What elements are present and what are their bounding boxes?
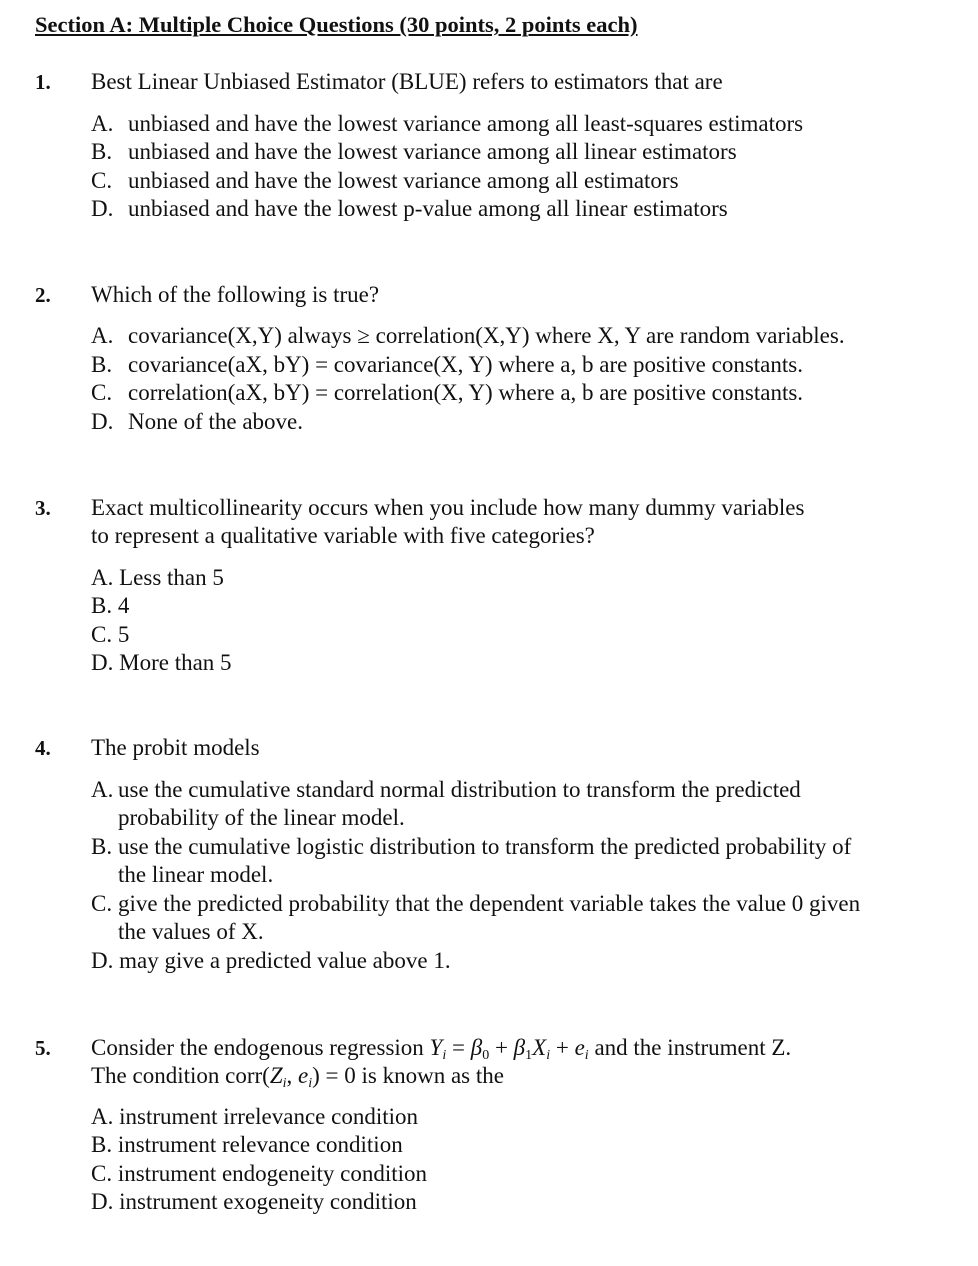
option-letter: A. [91, 323, 114, 348]
option-d [91, 947, 451, 975]
question-number: 1. [35, 70, 51, 94]
option-letter: A. [91, 1104, 114, 1129]
option-a-continued: probability of the linear model. [118, 805, 405, 830]
option-d [91, 408, 303, 436]
option-text: use the cumulative standard normal distribution to transform the predicted [118, 777, 801, 802]
formula-e: e [574, 1035, 585, 1060]
option-text: unbiased and have the lowest variance among all linear estimators [128, 139, 737, 164]
option-letter: A. [91, 565, 114, 590]
option-b [91, 1131, 403, 1159]
option-a [91, 564, 224, 592]
option-letter: C. [91, 1161, 113, 1186]
option-letter: C. [91, 380, 113, 405]
option-c [91, 379, 803, 407]
option-text: covariance(X,Y) always ≥ correlation(X,Y) where X, Y are random variables. [128, 323, 845, 348]
question-stem-line2 [91, 1062, 504, 1090]
option-letter: D. [91, 1189, 114, 1214]
option-text: covariance(aX, bY) = covariance(X, Y) where a, b are positive constants. [128, 352, 803, 377]
option-b [91, 592, 129, 620]
option-letter: D. [91, 650, 114, 675]
option-text: unbiased and have the lowest variance among all least-squares estimators [128, 111, 804, 136]
formula-y: Y [429, 1035, 443, 1060]
section-title: Section A: Multiple Choice Questions (30 points, 2 points each) [35, 12, 638, 37]
formula-plus: + [489, 1035, 514, 1060]
option-a [91, 322, 845, 350]
option-letter: C. [91, 891, 113, 916]
formula-beta0: β [470, 1035, 483, 1060]
option-letter: B. [91, 352, 113, 377]
formula-sub: i [584, 1048, 589, 1063]
option-letter: A. [91, 111, 114, 136]
option-text: instrument exogeneity condition [119, 1189, 417, 1214]
option-letter: D. [91, 196, 114, 221]
option-letter: B. [91, 593, 113, 618]
formula-e: e [298, 1063, 309, 1088]
option-text: instrument relevance condition [117, 1132, 403, 1157]
formula-sub: i [546, 1048, 551, 1063]
stem-text: The condition corr( [91, 1063, 270, 1088]
option-c [91, 1160, 427, 1188]
option-a [91, 776, 801, 804]
option-d [91, 195, 728, 223]
option-b [91, 351, 803, 379]
option-text: None of the above. [128, 409, 303, 434]
option-text: may give a predicted value above 1. [119, 948, 451, 973]
option-text: give the predicted probability that the dependent variable takes the value 0 given [118, 891, 861, 916]
option-text: Less than 5 [119, 565, 224, 590]
option-a [91, 110, 803, 138]
formula-z: Z [269, 1063, 283, 1088]
option-letter: D. [91, 948, 114, 973]
option-text: unbiased and have the lowest variance among all estimators [128, 168, 679, 193]
formula-eq: = [446, 1035, 471, 1060]
option-letter: B. [91, 139, 113, 164]
option-letter: B. [91, 1132, 113, 1157]
option-letter: A. [91, 777, 114, 802]
question-stem [91, 1034, 791, 1062]
formula-sub: 1 [525, 1048, 533, 1063]
option-d [91, 1188, 417, 1216]
option-c [91, 167, 679, 195]
option-text: use the cumulative logistic distribution to transform the predicted probability of [118, 834, 852, 859]
option-text: unbiased and have the lowest p-value among all linear estimators [128, 196, 728, 221]
stem-text: and the instrument Z. [588, 1035, 792, 1060]
option-b [91, 138, 737, 166]
option-d [91, 649, 232, 677]
question-number: 5. [35, 1036, 51, 1060]
question-stem: Which of the following is true? [91, 282, 380, 307]
option-c [91, 890, 860, 918]
formula-sub: 0 [482, 1048, 490, 1063]
option-letter: D. [91, 409, 114, 434]
option-text: 4 [117, 593, 130, 618]
option-text: 5 [117, 622, 130, 647]
stem-text: , [286, 1063, 299, 1088]
option-text: More than 5 [119, 650, 232, 675]
option-a [91, 1103, 418, 1131]
option-b [91, 833, 851, 861]
question-stem: The probit models [91, 735, 260, 760]
formula-x: X [532, 1035, 547, 1060]
formula-sub: i [282, 1076, 287, 1091]
option-text: instrument irrelevance condition [119, 1104, 419, 1129]
question-stem-line2: to represent a qualitative variable with five categories? [91, 523, 595, 548]
question-stem: Exact multicollinearity occurs when you include how many dummy variables [91, 495, 805, 520]
option-b-continued: the linear model. [118, 862, 274, 887]
stem-text: ) = 0 is known as the [312, 1063, 504, 1088]
stem-text: Consider the endogenous regression [91, 1035, 430, 1060]
option-text: correlation(aX, bY) = correlation(X, Y) where a, b are positive constants. [128, 380, 804, 405]
option-c [91, 621, 129, 649]
question-stem: Best Linear Unbiased Estimator (BLUE) refers to estimators that are [91, 69, 723, 94]
option-letter: B. [91, 834, 113, 859]
formula-sub: i [308, 1076, 313, 1091]
question-number: 3. [35, 496, 51, 520]
option-text: instrument endogeneity condition [117, 1161, 428, 1186]
option-letter: C. [91, 622, 113, 647]
formula-plus: + [550, 1035, 575, 1060]
formula-sub: i [442, 1048, 447, 1063]
option-c-continued: the values of X. [118, 919, 264, 944]
regression-formula [429, 1035, 589, 1063]
question-number: 2. [35, 283, 51, 307]
question-number: 4. [35, 736, 51, 760]
option-letter: C. [91, 168, 113, 193]
formula-beta1: β [513, 1035, 526, 1060]
